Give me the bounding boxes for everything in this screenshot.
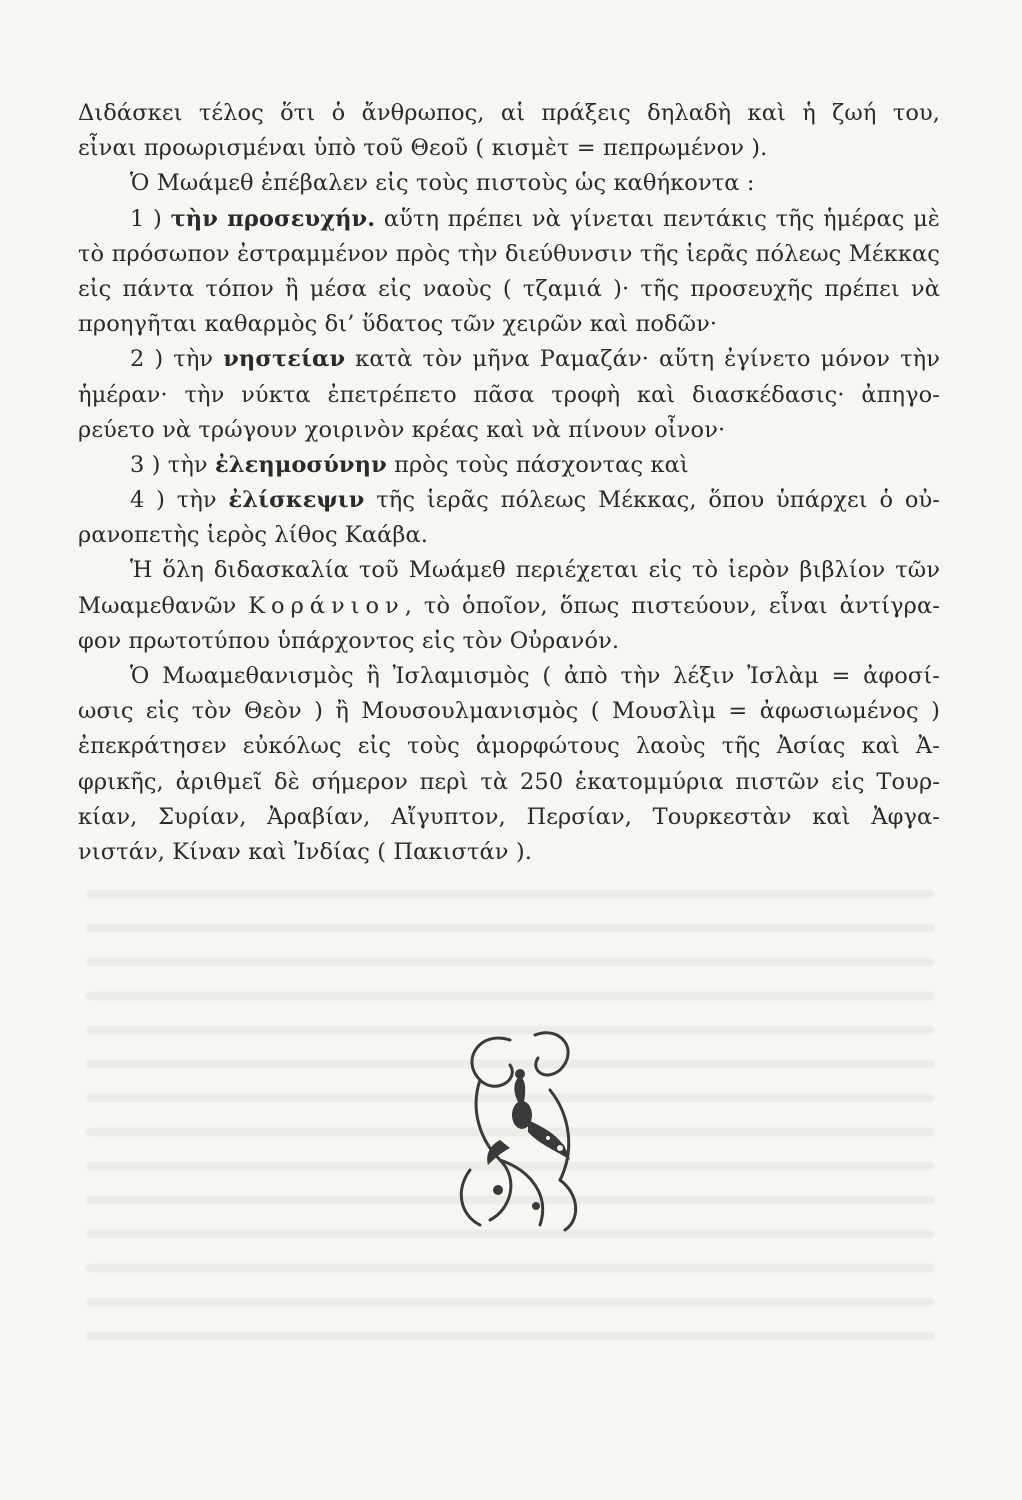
text-line: προηγῆται καθαρμὸς δι’ ὕδατος τῶν χειρῶν καὶ ποδῶν·: [78, 311, 718, 338]
text-line: τὸ πρόσωπον ἐστραμμένον πρὸς τὴν διεύθυνσιν τῆς ἱερᾶς πόλεως Μέκκας: [78, 240, 940, 267]
text-line: Ἡ ὅλη διδασκαλία τοῦ Μωάμεθ περιέχεται εἰς τὸ ἱερὸν βιβλίον τῶν: [130, 557, 940, 584]
body-text: [78, 96, 940, 870]
text-line: Ὁ Μωάμεθ ἐπέβαλεν εἰς τοὺς πιστοὺς ὡς καθήκοντα :: [130, 170, 755, 197]
text-line: κίαν, Συρίαν, Ἀραβίαν, Αἴγυπτον, Περσίαν, Τουρκεστὰν καὶ Ἀφγα-: [78, 803, 940, 830]
text-line: Μωαμεθανῶν Κοράνιον, τὸ ὁποῖον, ὅπως πιστεύουν, εἶναι ἀντίγρα-: [78, 592, 940, 619]
text-line: ρανοπετὴς ἱερὸς λίθος Καάβα.: [78, 522, 429, 549]
text-line: ἡμέραν· τὴν νύκτα ἐπετρέπετο πᾶσα τροφὴ καὶ διασκέδασις· ἀπηγο-: [78, 381, 940, 408]
text-line: 1 ) τὴν προσευχήν. αὕτη πρέπει νὰ γίνεται πεντάκις τῆς ἡμέρας μὲ: [130, 205, 940, 232]
text-line: 2 ) τὴν νηστείαν κατὰ τὸν μῆνα Ραμαζάν· αὕτη ἐγίνετο μόνον τὴν: [130, 346, 940, 373]
text-line: ωσις εἰς τὸν Θεὸν ) ἢ Μουσουλμανισμὸς ( Μουσλὶμ = ἀφωσιωμένος ): [78, 698, 940, 725]
peacock-ornament-icon: [440, 1020, 590, 1240]
text-line: νιστάν, Κίναν καὶ Ἰνδίας ( Πακιστάν ).: [78, 838, 532, 865]
text-line: εἰς πάντα τόπον ἢ μέσα εἰς ναοὺς ( τζαμιά )· τῆς προσευχῆς πρέπει νὰ: [78, 275, 940, 302]
text-line: 4 ) τὴν ἐλίσκεψιν τῆς ἱερᾶς πόλεως Μέκκας, ὅπου ὑπάρχει ὁ οὐ-: [130, 487, 940, 514]
text-line: ρεύετο νὰ τρώγουν χοιρινὸν κρέας καὶ νὰ πίνουν οἶνον·: [78, 416, 726, 443]
text-line: εἶναι προωρισμέναι ὑπὸ τοῦ Θεοῦ ( κισμὲτ = πεπρωμένον ).: [78, 135, 768, 162]
text-line: φρικῆς, ἀριθμεῖ δὲ σήμερον περὶ τὰ 250 ἑκατομμύρια πιστῶν εἰς Τουρ-: [78, 768, 940, 795]
text-line: φον πρωτοτύπου ὑπάρχοντος εἰς τὸν Οὐρανόν.: [78, 627, 620, 654]
text-line: Ὁ Μωαμεθανισμὸς ἢ Ἰσλαμισμὸς ( ἀπὸ τὴν λέξιν Ἰσλὰμ = ἀφοσί-: [130, 663, 940, 689]
text-line: 3 ) τὴν ἐλεημοσύνην πρὸς τοὺς πάσχοντας καὶ: [130, 451, 689, 478]
text-line: ἐπεκράτησεν εὐκόλως εἰς τοὺς ἀμορφώτους λαοὺς τῆς Ἀσίας καὶ Ἀ-: [78, 733, 940, 760]
text-line: Διδάσκει τέλος ὅτι ὁ ἄνθρωπος, αἱ πράξεις δηλαδὴ καὶ ἡ ζωή του,: [78, 100, 940, 126]
